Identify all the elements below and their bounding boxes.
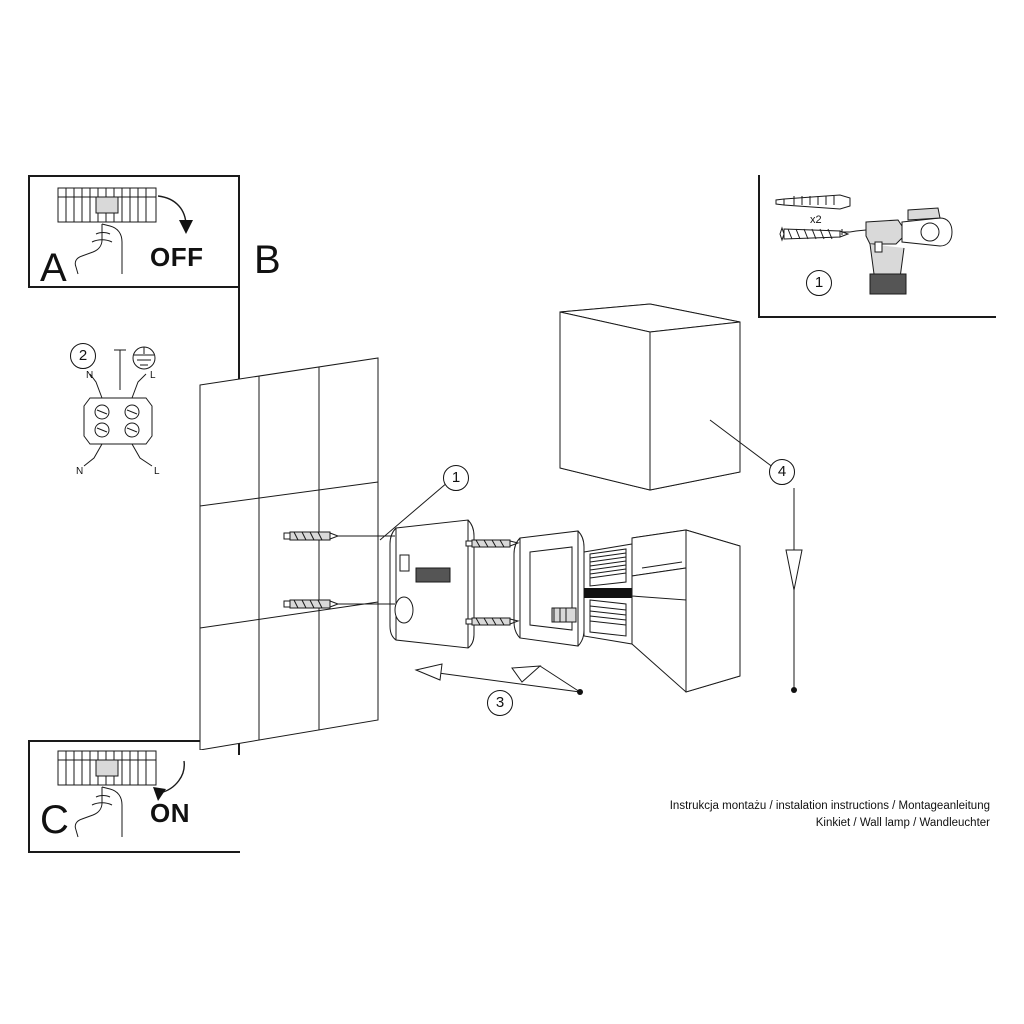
earth-ground-icon — [133, 347, 155, 369]
panel-c-illustration — [40, 745, 240, 845]
assembled-cube-lamp — [560, 304, 740, 490]
terminal-label-l-bottom: L — [154, 466, 160, 477]
screw-icon — [780, 228, 848, 240]
hand-pressing-icon — [75, 787, 122, 837]
terminal-block-icon — [58, 188, 156, 222]
terminal-label-l-top: L — [150, 370, 156, 381]
inner-frame-ring — [514, 531, 584, 646]
terminal-connector-icon — [84, 374, 152, 466]
panel-a-letter: A — [40, 246, 67, 290]
assembly-arrow-hub — [577, 689, 583, 695]
exploded-assembly-illustration — [180, 300, 840, 750]
callout-3: 3 — [487, 690, 513, 716]
wiring-diagram-illustration — [60, 340, 200, 490]
footer-line-2: Kinkiet / Wall lamp / Wandleuchter — [815, 817, 990, 829]
panel-c-border-left — [28, 740, 30, 853]
wall-screw-lower-icon — [284, 600, 338, 608]
tool-panel-border-left — [758, 175, 760, 318]
callout-1: 1 — [443, 465, 469, 491]
panel-c-state-label: ON — [150, 798, 190, 828]
assembly-arrow-left — [416, 664, 580, 692]
power-drill-icon — [842, 208, 952, 294]
panel-a-border-left — [28, 175, 30, 288]
panel-c-letter: C — [40, 798, 69, 842]
hand-pressing-icon — [75, 224, 122, 274]
wall-screw-upper-icon — [284, 532, 338, 540]
wall-surface — [200, 358, 378, 750]
tool-quantity-label: x2 — [810, 214, 822, 226]
callout-2: 2 — [70, 343, 96, 369]
terminal-label-n-top: N — [86, 370, 94, 381]
panel-a-state-label: OFF — [150, 242, 204, 272]
terminal-label-n-bottom: N — [76, 466, 84, 477]
callout-tool-1: 1 — [806, 270, 832, 296]
callout-4: 4 — [769, 459, 795, 485]
panel-c-border-bottom — [28, 851, 240, 853]
closing-arrow-vertical — [786, 488, 802, 693]
switch-on-arrow-icon — [153, 761, 184, 801]
assembly-arrow-right — [512, 666, 580, 692]
footer-line-1: Instrukcja montażu / instalation instructions / Montageanleitung — [669, 800, 990, 812]
led-module — [584, 544, 632, 644]
panel-b-letter: B — [254, 238, 281, 282]
terminal-block-icon — [58, 751, 156, 785]
mounting-bracket — [390, 520, 474, 648]
wall-plug-icon — [776, 195, 850, 209]
panel-a-border-top — [28, 175, 240, 177]
fixing-screw-upper-icon — [466, 540, 518, 547]
tool-panel-illustration — [770, 182, 996, 312]
footer-text — [560, 798, 990, 832]
lamp-housing-body — [632, 530, 740, 692]
switch-off-arrow-icon — [158, 196, 193, 234]
fixing-screw-lower-icon — [466, 618, 518, 625]
panel-a-illustration — [40, 182, 240, 282]
